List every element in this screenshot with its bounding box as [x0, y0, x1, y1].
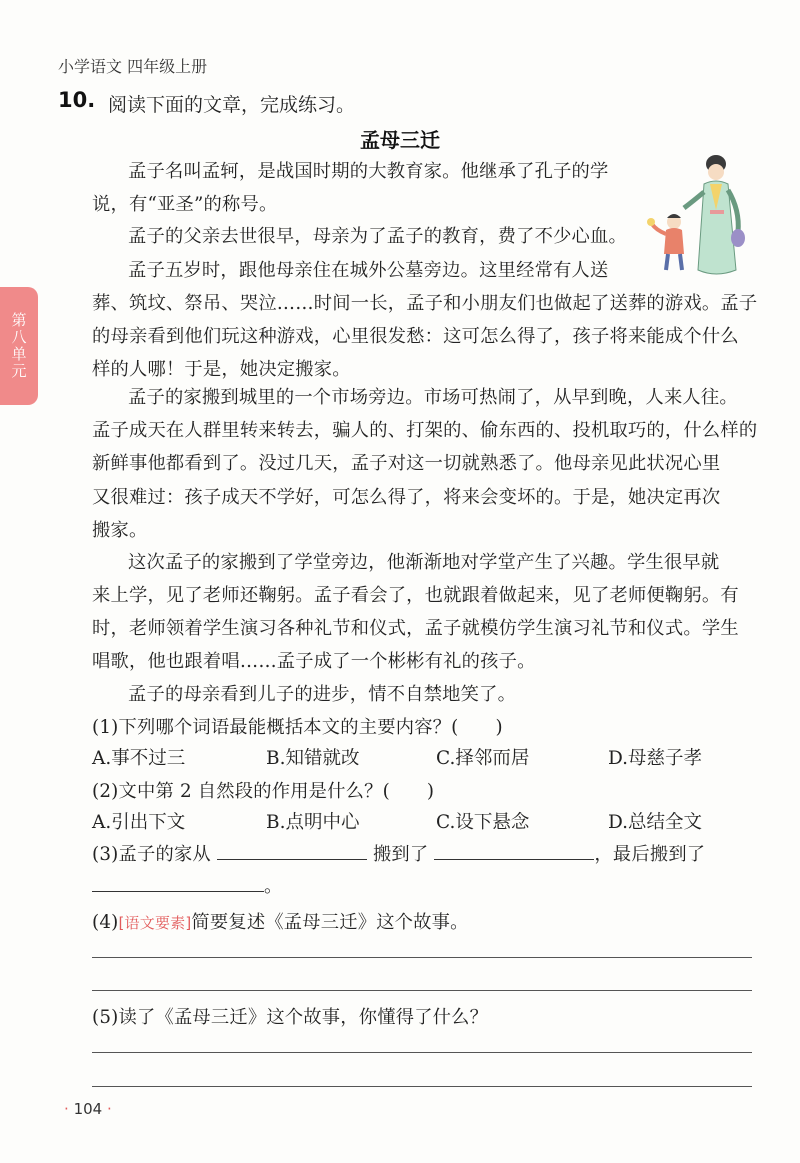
page-dot-icon: · [106, 1100, 112, 1118]
page-dot-icon: · [64, 1100, 69, 1118]
page-number [64, 1100, 112, 1118]
article-line: 孟子名叫孟轲，是战国时期的大教育家。他继承了孔子的学 [128, 161, 609, 182]
q4-text: 简要复述《孟母三迁》这个故事。 [191, 912, 469, 933]
mother-child-illustration [640, 150, 760, 278]
q2-option-d[interactable]: D.总结全文 [608, 812, 703, 833]
article-line: 葬、筑坟、祭吊、哭泣……时间一长，孟子和小朋友们也做起了送葬的游戏。孟子 [92, 293, 758, 314]
q3-text-1: (3)孟子的家从 [92, 844, 211, 865]
article-line: 孟子的父亲去世很早，母亲为了孟子的教育，费了不少心血。 [128, 226, 627, 247]
q1-stem: (1)下列哪个词语最能概括本文的主要内容？( ) [92, 717, 503, 738]
q5-answer-line[interactable] [92, 1052, 752, 1053]
q2-stem: (2)文中第 2 自然段的作用是什么？( ) [92, 781, 435, 802]
q4-stem [92, 908, 469, 934]
q2-option-a[interactable]: A.引出下文 [92, 812, 186, 833]
q3-text-2: 搬到了 [372, 844, 429, 865]
q5-answer-line[interactable] [92, 1086, 752, 1087]
q3-text-3: ，最后搬到了 [594, 844, 706, 865]
article-line: 又很难过：孩子成天不学好，可怎么得了，将来会变坏的。于是，她决定再次 [92, 487, 721, 508]
page-number-value: 104 [73, 1100, 103, 1118]
question-instruction: 阅读下面的文章，完成练习。 [108, 94, 356, 116]
article-line: 唱歌，他也跟着唱……孟子成了一个彬彬有礼的孩子。 [92, 651, 536, 672]
book-header: 小学语文 四年级上册 [58, 57, 208, 76]
q1-option-a[interactable]: A.事不过三 [92, 748, 186, 769]
article-line: 的母亲看到他们玩这种游戏，心里很发愁：这可怎么得了，孩子将来能成个什么 [92, 326, 739, 347]
q3-blank-2[interactable] [434, 843, 594, 860]
unit-tab: 第八单元 [0, 287, 38, 405]
q3-blank-1[interactable] [217, 843, 367, 860]
q2-option-b[interactable]: B.点明中心 [266, 812, 360, 833]
q3-line-2 [92, 872, 282, 898]
article-line: 孟子的家搬到城里的一个市场旁边。市场可热闹了，从早到晚，人来人往。 [128, 387, 738, 408]
article-line: 孟子五岁时，跟他母亲住在城外公墓旁边。这里经常有人送 [128, 260, 609, 281]
q2-option-c[interactable]: C.设下悬念 [436, 812, 530, 833]
q1-option-d[interactable]: D.母慈子孝 [608, 748, 703, 769]
q4-tag: [语文要素] [118, 914, 192, 932]
q1-option-b[interactable]: B.知错就改 [266, 748, 360, 769]
article-title: 孟母三迁 [360, 128, 440, 152]
article-line: 时，老师领着学生演习各种礼节和仪式，孟子就模仿学生演习礼节和仪式。学生 [92, 618, 739, 639]
article-line: 新鲜事他都看到了。没过几天，孟子对这一切就熟悉了。他母亲见此状况心里 [92, 453, 721, 474]
article-line: 这次孟子的家搬到了学堂旁边，他渐渐地对学堂产生了兴趣。学生很早就 [128, 552, 720, 573]
q3-end: 。 [264, 876, 283, 897]
article-line: 孟子成天在人群里转来转去，骗人的、打架的、偷东西的、投机取巧的，什么样的 [92, 420, 758, 441]
q4-answer-line[interactable] [92, 957, 752, 958]
article-line: 来上学，见了老师还鞠躬。孟子看会了，也就跟着做起来，见了老师便鞠躬。有 [92, 585, 739, 606]
q3-line [92, 840, 705, 866]
article-line: 样的人哪！于是，她决定搬家。 [92, 359, 351, 380]
article-line: 孟子的母亲看到儿子的进步，情不自禁地笑了。 [128, 684, 517, 705]
q1-option-c[interactable]: C.择邻而居 [436, 748, 530, 769]
q5-stem: (5)读了《孟母三迁》这个故事，你懂得了什么？ [92, 1007, 489, 1028]
q4-answer-line[interactable] [92, 990, 752, 991]
q4-prefix: (4) [92, 912, 119, 933]
q3-blank-3[interactable] [92, 875, 264, 892]
article-line: 说，有“亚圣”的称号。 [92, 194, 278, 215]
article-line: 搬家。 [92, 520, 148, 541]
question-number: 10. [58, 88, 96, 112]
